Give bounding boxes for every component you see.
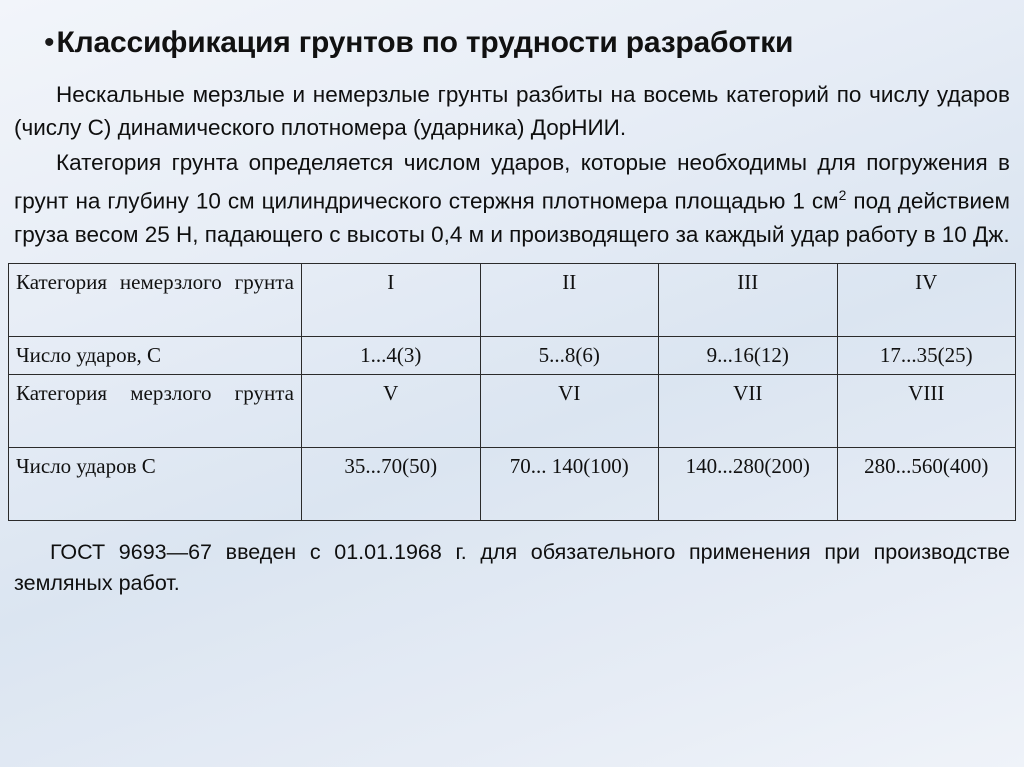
row-label-category-frozen: Категория мерзлого грунта xyxy=(9,374,302,447)
cell-r1-c3: 17...35(25) xyxy=(837,336,1016,374)
cell-r0-c0: I xyxy=(302,263,481,336)
cell-r2-c1: VI xyxy=(480,374,659,447)
slide-title-row xyxy=(0,0,1024,64)
table-row xyxy=(9,447,1016,520)
cell-r3-c0: 35...70(50) xyxy=(302,447,481,520)
cell-r0-c1: II xyxy=(480,263,659,336)
cell-r1-c1: 5...8(6) xyxy=(480,336,659,374)
cell-r2-c0: V xyxy=(302,374,481,447)
table-row xyxy=(9,263,1016,336)
superscript-square: 2 xyxy=(838,187,847,203)
cell-r2-c2: VII xyxy=(659,374,838,447)
row-label-blows-frozen: Число ударов С xyxy=(9,447,302,520)
paragraph-2-part-a: Категория грунта определяется числом ударов, которые необходимы для погружения в грунт на глубину 10 см цилиндрического стержня плотномера площадью 1 см xyxy=(14,150,1010,214)
row-label-category-unfrozen: Категория немерзлого грунта xyxy=(9,263,302,336)
soil-categories-table xyxy=(8,263,1016,521)
paragraph-1: Нескальные мерзлые и немерзлые грунты разбиты на восемь категорий по числу ударов (числу С) динамического плотномера (ударника) ДорНИИ. xyxy=(14,82,1010,140)
cell-r3-c1: 70... 140(100) xyxy=(480,447,659,520)
cell-r3-c2: 140...280(200) xyxy=(659,447,838,520)
body-text xyxy=(0,64,1024,251)
table-row xyxy=(9,374,1016,447)
paragraph-2 xyxy=(14,146,1010,251)
footer-paragraph: ГОСТ 9693—67 введен с 01.01.1968 г. для обязательного применения при производстве земляных работ. xyxy=(14,539,1010,595)
page-title: Классификация грунтов по трудности разработки xyxy=(56,26,794,59)
footer-note xyxy=(0,521,1024,599)
row-label-blows-unfrozen: Число ударов, С xyxy=(9,336,302,374)
cell-r1-c0: 1...4(3) xyxy=(302,336,481,374)
cell-r2-c3: VIII xyxy=(837,374,1016,447)
cell-r3-c3: 280...560(400) xyxy=(837,447,1016,520)
paragraph-2-part-b: под действием груза весом 25 Н, падающего с высоты 0,4 м и производящего за каждый удар работу в 10 Дж. xyxy=(14,188,1010,247)
bullet-icon: • xyxy=(44,26,55,59)
cell-r0-c3: IV xyxy=(837,263,1016,336)
table-row xyxy=(9,336,1016,374)
cell-r1-c2: 9...16(12) xyxy=(659,336,838,374)
cell-r0-c2: III xyxy=(659,263,838,336)
